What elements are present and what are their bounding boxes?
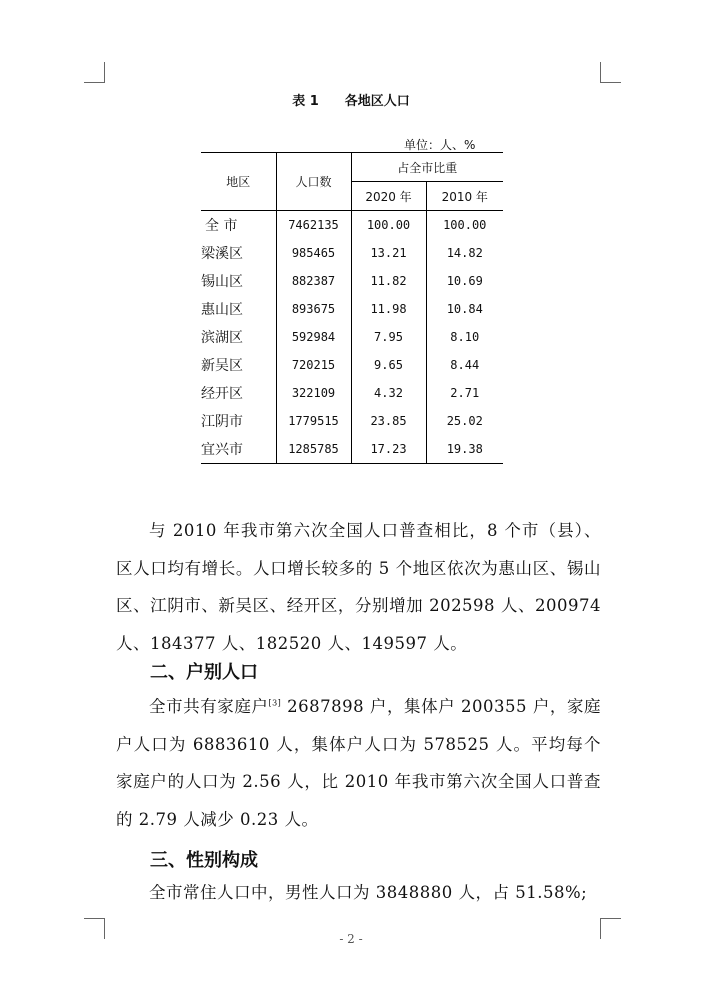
crop-mark-top-right	[600, 62, 621, 83]
paragraph-growth: 与 2010 年我市第六次全国人口普查相比，8 个市（县）、区人口均有增长。人口增长较多的 5 个地区依次为惠山区、锡山区、江阴市、新吴区、经开区，分别增加 202598 人、200974 人、184377 人、182520 人、149597 人。	[116, 521, 601, 653]
region-name: 全 市	[201, 211, 276, 240]
share-2020-value: 23.85	[351, 407, 426, 435]
table-row	[201, 351, 503, 379]
share-2020-value: 11.82	[351, 267, 426, 295]
region-name: 宜兴市	[201, 435, 276, 464]
share-2010-value: 10.69	[426, 267, 503, 295]
table-row	[201, 379, 503, 407]
footnote-ref: [3]	[268, 698, 282, 708]
region-name: 惠山区	[201, 295, 276, 323]
population-value: 985465	[276, 239, 351, 267]
share-2010-value: 100.00	[426, 211, 503, 240]
region-name: 梁溪区	[201, 239, 276, 267]
share-2020-value: 7.95	[351, 323, 426, 351]
table-row	[201, 211, 503, 240]
share-2020-value: 100.00	[351, 211, 426, 240]
population-table	[201, 152, 503, 464]
share-2020-value: 4.32	[351, 379, 426, 407]
share-2020-value: 9.65	[351, 351, 426, 379]
paragraph-household	[116, 688, 601, 838]
table-title	[0, 90, 702, 109]
share-2010-value: 8.10	[426, 323, 503, 351]
region-name: 滨湖区	[201, 323, 276, 351]
share-2020-value: 11.98	[351, 295, 426, 323]
crop-mark-top-left	[84, 62, 105, 83]
share-2020-value: 17.23	[351, 435, 426, 464]
table-title-number: 表 1	[292, 94, 319, 109]
header-share: 占全市比重	[351, 153, 503, 182]
share-2010-value: 2.71	[426, 379, 503, 407]
share-2010-value: 8.44	[426, 351, 503, 379]
table-row	[201, 323, 503, 351]
region-name: 经开区	[201, 379, 276, 407]
table-row	[201, 295, 503, 323]
region-name: 锡山区	[201, 267, 276, 295]
share-2010-value: 14.82	[426, 239, 503, 267]
population-value: 893675	[276, 295, 351, 323]
header-population: 人口数	[276, 153, 351, 211]
household-text-start: 全市共有家庭户	[149, 697, 269, 716]
population-value: 1779515	[276, 407, 351, 435]
population-value: 1285785	[276, 435, 351, 464]
population-value: 720215	[276, 351, 351, 379]
population-value: 882387	[276, 267, 351, 295]
household-text-rest: 2687898 户，集体户 200355 户，家庭户人口为 6883610 人，集体户人口为 578525 人。平均每个家庭户的人口为 2.56 人，比 2010 年我市第六次全国人口普查的 2.79 人减少 0.23 人。	[116, 697, 602, 829]
header-region: 地区	[201, 153, 276, 211]
population-value: 592984	[276, 323, 351, 351]
section-heading-gender: 三、性别构成	[150, 850, 258, 871]
share-2010-value: 19.38	[426, 435, 503, 464]
population-value: 322109	[276, 379, 351, 407]
header-year-2010: 2010 年	[426, 182, 503, 211]
table-unit: 单位：人、%	[404, 138, 476, 152]
section-heading-household: 二、户别人口	[150, 662, 258, 683]
share-2010-value: 10.84	[426, 295, 503, 323]
table-row	[201, 267, 503, 295]
header-year-2020: 2020 年	[351, 182, 426, 211]
population-value: 7462135	[276, 211, 351, 240]
table-row	[201, 435, 503, 464]
table-row	[201, 407, 503, 435]
table-title-text: 各地区人口	[344, 94, 410, 109]
region-name: 江阴市	[201, 407, 276, 435]
share-2010-value: 25.02	[426, 407, 503, 435]
table-row	[201, 239, 503, 267]
page-number: - 2 -	[339, 932, 363, 946]
share-2020-value: 13.21	[351, 239, 426, 267]
region-name: 新吴区	[201, 351, 276, 379]
paragraph-gender: 全市常住人口中，男性人口为 3848880 人，占 51.58%;	[149, 883, 588, 902]
